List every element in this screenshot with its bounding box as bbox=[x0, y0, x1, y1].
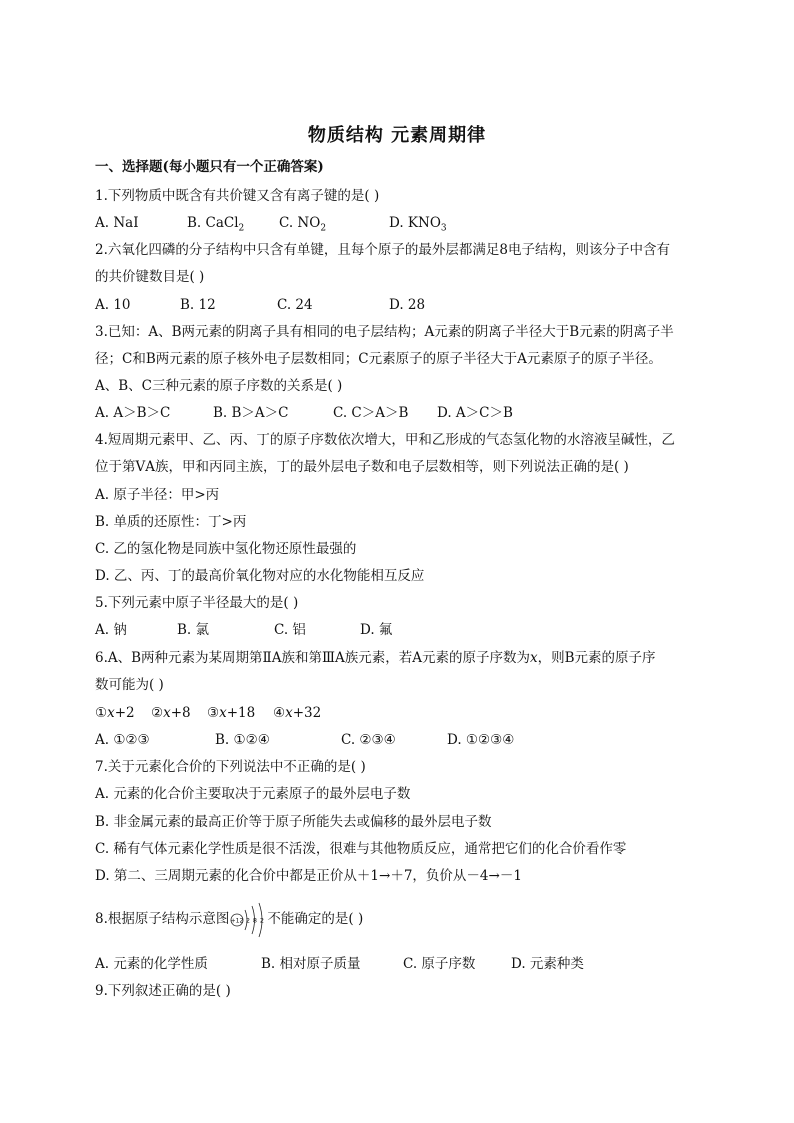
option-c: C. 24 bbox=[277, 297, 313, 313]
option-b: B. 12 bbox=[180, 297, 216, 313]
question-4-stem-cont: 位于第ⅤA族，甲和丙同主族，丁的最外层电子数和电子层数相等，则下列说法正确的是( ) bbox=[95, 459, 629, 475]
option-a: A. 10 bbox=[95, 297, 131, 313]
choice-3: ③x+18 bbox=[207, 705, 256, 721]
option-a: A. ①②③ bbox=[95, 732, 150, 748]
question-4-option-b: B. 单质的还原性：丁>丙 bbox=[95, 514, 247, 530]
question-1-options bbox=[95, 214, 447, 238]
option-a: A. 元素的化学性质 bbox=[95, 956, 208, 972]
question-5-stem: 5.下列元素中原子半径最大的是( ) bbox=[95, 595, 299, 611]
option-b: B. 相对原子质量 bbox=[261, 956, 361, 972]
option-a: A. A＞B＞C bbox=[95, 405, 171, 421]
shell-2-electrons: 8 bbox=[253, 916, 258, 924]
question-3-stem-cont: 径；C和B两元素的原子核外电子层数相同；C元素原子的原子半径大于A元素原子的原子半径。 bbox=[95, 351, 662, 367]
option-b: B. 氯 bbox=[177, 622, 210, 638]
question-8-stem: 8.根据原子结构示意图 +12 2 8 2 不能确定的是( ) bbox=[95, 910, 363, 929]
option-c: C. $NO_2$ bbox=[279, 215, 327, 234]
option-d: D. 元素种类 bbox=[511, 956, 584, 972]
option-d: D. ①②③④ bbox=[447, 732, 515, 748]
question-6-choices bbox=[95, 704, 321, 722]
question-4-option-d: D. 乙、丙、丁的最高价氧化物对应的水化物能相互反应 bbox=[95, 568, 425, 584]
nucleus-charge: +12 bbox=[231, 917, 244, 924]
option-d: D. 28 bbox=[389, 297, 426, 313]
question-3-options bbox=[95, 404, 513, 422]
option-b: B. B＞A＞C bbox=[213, 405, 289, 421]
question-2-options bbox=[95, 296, 425, 314]
question-9-stem: 9.下列叙述正确的是( ) bbox=[95, 983, 231, 999]
question-7-option-d: D. 第二、三周期元素的化合价中都是正价从＋1→＋7，负价从－4→－1 bbox=[95, 868, 522, 884]
question-6-stem: 6.A、B两种元素为某周期第ⅡA族和第ⅢA族元素，若A元素的原子序数为x，则B元素的原子序 bbox=[95, 650, 656, 666]
shell-3-electrons: 2 bbox=[260, 916, 265, 924]
choice-2: ②x+8 bbox=[151, 705, 191, 721]
question-7-option-a: A. 元素的化合价主要取决于元素原子的最外层电子数 bbox=[95, 786, 411, 802]
choice-1: ①x+2 bbox=[95, 705, 135, 721]
option-d: D. 氟 bbox=[360, 622, 393, 638]
question-4-stem: 4.短周期元素甲、乙、丙、丁的原子序数依次增大，甲和乙形成的气态氢化物的水溶液呈碱性，乙 bbox=[95, 432, 675, 448]
question-2-stem: 2.六氧化四磷的分子结构中只含有单键，且每个原子的最外层都满足8电子结构，则该分子中含有 bbox=[95, 242, 670, 258]
question-7-option-c: C. 稀有气体元素化学性质是很不活泼，很难与其他物质反应，通常把它们的化合价看作零 bbox=[95, 841, 627, 857]
question-4-option-c: C. 乙的氢化物是同族中氢化物还原性最强的 bbox=[95, 541, 357, 557]
shell-1-electrons: 2 bbox=[246, 916, 251, 924]
question-1-stem: 1.下列物质中既含有共价键又含有离子键的是( ) bbox=[95, 188, 380, 204]
question-3-stem-cont2: A、B、C三种元素的原子序数的关系是( ) bbox=[95, 378, 343, 394]
option-d: D. A＞C＞B bbox=[437, 405, 513, 421]
question-7-option-b: B. 非金属元素的最高正价等于原子所能失去或偏移的最外层电子数 bbox=[95, 814, 492, 830]
option-c: C. ②③④ bbox=[341, 732, 396, 748]
option-b: B. CaCl$_2$ bbox=[187, 215, 245, 234]
atomic-structure-diagram bbox=[230, 911, 266, 929]
section-header: 一、选择题(每小题只有一个正确答案) bbox=[95, 159, 324, 175]
option-c: C. C＞A＞B bbox=[333, 405, 409, 421]
question-3-stem: 3.已知：A、B两元素的阴离子具有相同的电子层结构；A元素的阴离子半径大于B元素的阴离子半 bbox=[95, 324, 674, 340]
option-a: A. NaI bbox=[95, 215, 139, 231]
question-8-options bbox=[95, 955, 584, 973]
option-a: A. 钠 bbox=[95, 622, 127, 638]
question-4-option-a: A. 原子半径：甲>丙 bbox=[95, 487, 220, 503]
option-d: D. $KNO_3$ bbox=[389, 215, 447, 234]
page-title: 物质结构 元素周期律 bbox=[307, 125, 487, 146]
question-5-options bbox=[95, 621, 392, 639]
option-c: C. 铝 bbox=[274, 622, 306, 638]
choice-4: ④x+32 bbox=[273, 705, 322, 721]
question-6-options bbox=[95, 731, 514, 749]
question-2-stem-cont: 的共价键数目是( ) bbox=[95, 269, 205, 285]
question-7-stem: 7.关于元素化合价的下列说法中不正确的是( ) bbox=[95, 759, 366, 775]
question-6-stem-cont: 数可能为( ) bbox=[95, 677, 164, 693]
option-b: B. ①②④ bbox=[215, 732, 270, 748]
option-c: C. 原子序数 bbox=[403, 956, 476, 972]
